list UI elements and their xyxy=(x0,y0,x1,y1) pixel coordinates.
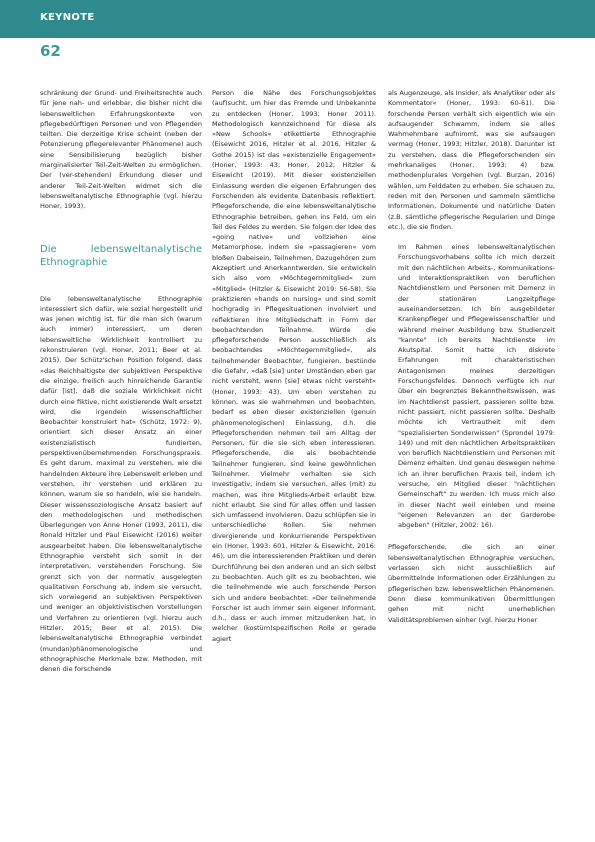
page-number: 62 xyxy=(40,42,61,60)
section-label: KEYNOTE xyxy=(40,12,95,23)
section-heading: Die lebensweltanalytische Ethnographie xyxy=(40,243,202,268)
body-paragraph: Pflegeforschende, die sich an einer lebensweltanalytischen Ethnographie versuchen, verlassen sich nicht ausschließlich auf übermittelnde Informationen oder Erzählungen zu pflegerischen bzw. lebensweltlichen Phänomenen. Denn diese kommunikativen Übermittlungen gehen mit nicht unerheblichen Validitätsproblemen einher (vgl. hierzu Honer xyxy=(388,543,555,624)
body-paragraph: schränkung der Grund- und Freiheitsrechte auch für jene nah- und erlebbar, die bisher nicht die lebensweltlichen Erfahrungskontexte von pflegebedürftigen Personen und von Pflegenden teilten. Die derzeitige Krise scheint (neben der Potenzierung pflegerelevanter Phänomene) auch eine Sensibilisierung bezüglich bisher marginalisierter Teil-Zeit-Welten zu ermöglichen. Der (ver-stehenden) Erkundung dieser und anderer Teil-Zeit-Welten widmet sich die lebensweltanalytische Ethnographie (vgl. hierzu Honer, 1993). xyxy=(40,89,202,211)
column-2 xyxy=(212,88,376,644)
body-paragraph: Die lebensweltanalytische Ethnographie interessiert sich dafür, wie sozial hergestellt und was jenen wichtig ist, für die man sich (warum auch immer) interessiert, um deren lebensweltliche Wirklichkeit kontrolliert zu rekonstruieren (vgl. Honer, 2011; Beer et al. 2015). Der Schütz'schen Position folgend, dass »das Reichhaltigste der subjektiven Perspektive die einzige, freilich auch hinreichende Garantie dafür [ist], daß die soziale Wirklichkeit nicht durch eine fiktive, nicht existierende Welt ersetzt wird, die irgendein wissenschaftlicher Beobachter konstruiert hat« (Schütz, 1972: 9), orientiert sich dieser Ansatz an einer existenzialistisch fundierten, perspektivenübernehmenden Forschungspraxis. Es geht darum, maximal zu verstehen, wie die handelnden Akteure ihre Lebenswelt erleben und verstehen, ihr verstehen und erklären zu können, warum sie so handeln, wie sie handeln. Dieser wissenssoziologische Ansatz basiert auf den methodologischen und methodischen Überlegungen von Anne Honer (1993, 2011), die Ronald Hitzler und Paul Eisewicht (2016) weiter ausgearbeitet haben. Die lebensweltanalytische Ethnographie versteht sich somit in der interpretativen, verstehenden Forschung. Sie grenzt sich von der normativ ausgelegten qualitativen Forschung ab, indem sie versucht, sich vorwiegend an subjektiven Perspektiven und weniger an objektivistischen Vorstellungen und Verfahren zu orientieren (vgl. hierzu auch Hitzler, 2015; Beer et al. 2015). Die lebensweltanalytische Ethnographie verbindet (mundan)phänomenologische und ethnographische Merkmale bzw. Methoden, mit denen die forschende xyxy=(40,294,202,674)
field-note-quote: Im Rahmen eines lebensweltanalytischen Forschungsvorhabens sollte ich mich derzeit mit den nächtlichen Arbeits-, Kommunikations- und Interaktionspraktiken von beruflichen Nachtdienstlern und Personen mit Demenz in der stationären Langzeitpflege auseinandersetzen. Ich bin ausgebildeter Krankenpfleger und Pflegewissenschaftler und während meiner Ausbildung bzw. Studienzeit "kannte" ich bereits Nachtdienste im Akutspital. Somit hatte ich diskrete Erfahrungen mit charakteristischen Antagonismen meines derzeitigen Forschungsfeldes. Dennoch verfügte ich nur über ein begrenztes Bekanntheitswissen, was im Nachtdienst passiert, passieren sollte bzw. nicht passiert, nicht passieren sollte. Deshalb möchte ich Vertrautheit mit dem "spezialisierten Sonderwissen" (Sprondel 1979: 149) und mit den nächtlichen Arbeitspraktiken von beruflich Nachtdienstlern und Personen mit Demenz erhalten. Und genau deswegen nehme ich an ihrer beruflichen Praxis teil, indem ich versuche, ein Mitglied dieser "nächtlichen Gemeinschaft" zu werden. Ich muss mich also in dieser Nacht weil einleben und meine "eigenen Relevanzen an der Garderobe abgeben" (Hitzler, 2002: 16). xyxy=(398,243,555,530)
column-1 xyxy=(40,88,202,675)
body-paragraph: als Augenzeuge, als Insider, als Analytiker oder als Kommentator« (Honer, 1993: 60-61). Die forschende Person verhält sich eigentlich wie ein aufsaugender Schwamm, indem sie alles Wahrnehmbare aufnimmt, was sie aufsaugen vermag (Honer, 1993; Hitzler, 2018). Darunter ist zu verstehen, dass die Pflegeforschenden ein mehrkanaliges (Honer, 1993: 4) bzw. methodenplurales Vorgehen (vgl. Burzan, 2016) wählen, um Felddaten zu erheben. Sie schauen zu, reden mit den Personen und sammeln sämtliche Informationen, Dokumente und natürliche Daten (z.B. sämtliche pflegerische Regularien und Dinge etc.), die sie finden. xyxy=(388,89,555,231)
body-paragraph: Person die Nähe des Forschungsobjektes (auf)sucht, um hier das Fremde und Unbekannte zu entdecken (Honer, 1993; Honer 2011). Methodologisch kennzeichnend für diese als »New Schools« etikettierte Ethnographie (Eisewicht 2016, Hitzler et al. 2016, Hitzler & Gothe 2015) ist das »existenzielle Engagement« (Honer, 1993: 43; Honer, 2012; Hitzler & Eisewicht (2019). Mit dieser existenziellen Einlassung werden die eigenen Erfahrungen des Forschenden als evidente Datenbasis reflektiert. Pflegeforschende, die eine lebensweltanalytische Ethnographie betreiben, gehen ins Feld, um ein Teil des Feldes zu werden. Sie folgen der Idee des »going native« und vollziehen eine Metamorphose, indem sie »passagieren« vom bloßen Dabeisein, Teilnehmen, Dazugehören zum Akzeptiert und Anerkanntwerden. Sie entwickeln sich also vom »Möchtegernmitglied« zum »Mitglied« (Hitzler & Eisewicht 2019: 56-58). Sie praktizieren »hands on nursing« und sind somit hochgradig in Pflegesituationen involviert und reflektieren ihre Mitgliedschaft in Form der beobachtenden Teilnahme. Würde die pflegeforschende Person ausschließlich als beobachtendes »Möchtegernmitglied«, als teilnehmender Beobachter, fungieren, bestünde die Gefahr, »daß [sie] unter Umständen eben gar nicht versteht, wenn [sie] etwas nicht versteht« (Honer, 1993: 43). Um eben verstehen zu können, was sie wahrnehmen und beobachten, bedarf es eben dieser existenziellen (genuin phänomenologischen) Einlassung, d.h. die Pflegeforschenden nehmen teil am Alltag der Personen, für die sie sich eben interessieren. Pflegeforschende, die als beobachtende Teilnehmer fungieren, sind keine gewöhnlichen Teilnehmer. Vielmehr verhalten sie sich investigativ, indem sie versuchen, alles (mit) zu machen, was ihre Mitglieds-Arbeit erlaubt bzw. nicht erlaubt. Sie sind für alles offen und lassen sich umfassend involvieren. Dazu schlüpfen sie in unterschiedliche Rollen. Sie nehmen divergierende und konkurrierende Perspektiven ein (Honer, 1993: 601, Hitzler & Eisewicht, 2016: 46), um die interessierenden Praktiken und deren Durchführung bei den anderen und an sich selbst zu beobachten. Auch gilt es zu beobachten, wie die teilnehmende wie auch forschende Person sich und andere beobachtet: »Der teilnehmende Forscher ist auch immer sein eigener Informant, d.h., dass er auch immer mitzudenken hat, in welcher (kostüm)spezifischen Rolle er gerade agiert xyxy=(212,89,376,643)
column-3 xyxy=(388,88,555,625)
